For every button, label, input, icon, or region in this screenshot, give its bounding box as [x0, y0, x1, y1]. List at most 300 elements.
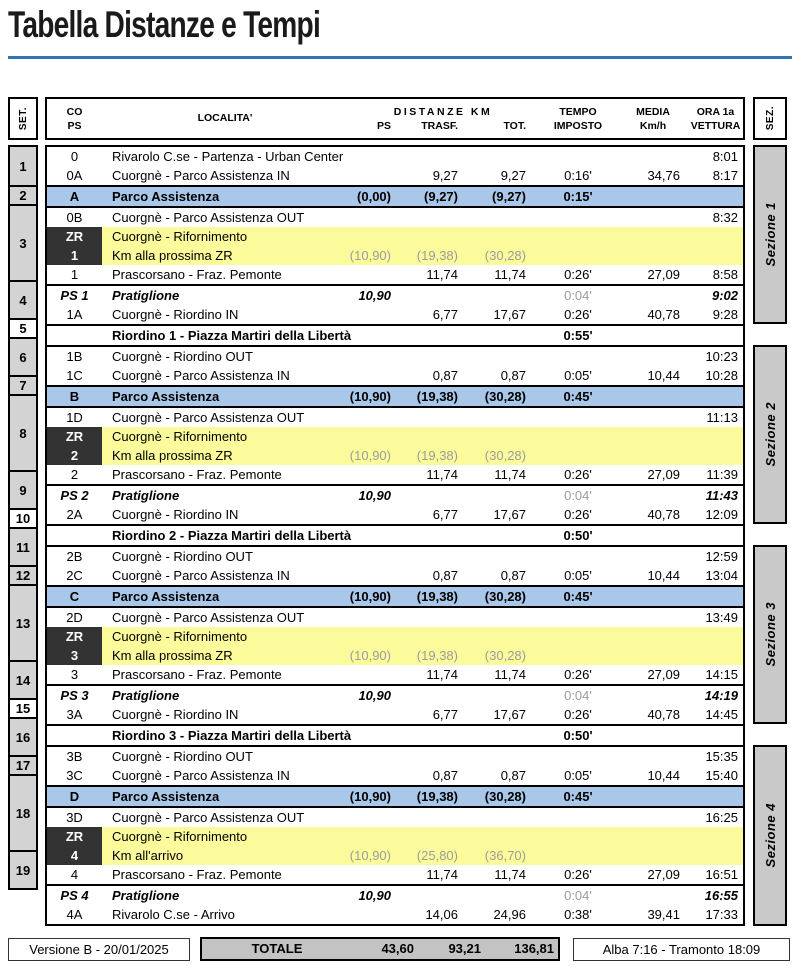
cell-media: [618, 187, 688, 206]
header-media: [618, 99, 688, 138]
cell-trasf: (19,38): [416, 789, 458, 804]
header-distanze-sub: [348, 119, 538, 133]
cell-co: 3B: [66, 749, 83, 764]
header-ora: [688, 99, 743, 138]
cell-ora: [688, 646, 743, 665]
cell-tot: 9,27: [500, 168, 526, 183]
cell-tempo: 0:05': [564, 568, 592, 583]
cell-ps: [348, 747, 403, 766]
cell-tempo: [538, 147, 618, 166]
table-band: [47, 806, 743, 884]
cell-media: [618, 347, 688, 366]
cell-loc: Cuorgnè - Riordino IN: [112, 307, 239, 322]
header-ps-col: PS: [376, 120, 391, 132]
zr-badge: [47, 627, 102, 665]
cell-ps: [348, 808, 403, 827]
cell-co: 2B: [66, 549, 83, 564]
table-row: [47, 166, 743, 185]
cell-co: 0: [70, 149, 79, 164]
table-row: [47, 387, 743, 406]
cell-co: 1B: [66, 349, 83, 364]
set-number: 3: [10, 204, 36, 280]
table-band: [47, 324, 743, 345]
set-number: 8: [10, 394, 36, 470]
cell-ora: [688, 846, 743, 865]
header-co-ps: [47, 99, 102, 138]
header-trasf-col: TRASF.: [421, 120, 458, 132]
zr-label: ZR: [65, 429, 84, 444]
table-band: [47, 524, 743, 545]
header-ora-line2: VETTURA: [690, 120, 741, 132]
zr-number: 3: [70, 648, 79, 663]
cell-loc: Cuorgnè - Rifornimento: [112, 629, 248, 644]
cell-co: 4: [70, 867, 79, 882]
table-row: [47, 347, 743, 366]
cell-ps: [348, 147, 403, 166]
header-distanze-km: DISTANZE KM: [393, 106, 493, 118]
table-row: [47, 627, 743, 646]
cell-loc: Parco Assistenza: [112, 789, 220, 804]
set-number: 1: [10, 147, 36, 185]
cell-tot: 11,74: [494, 467, 526, 482]
cell-co: PS 1: [60, 288, 89, 303]
cell-ora: 15:35: [705, 749, 738, 764]
cell-co: D: [69, 789, 80, 804]
header-set-column: [8, 97, 38, 140]
cell-ora: 10:23: [705, 349, 738, 364]
set-number: 2: [10, 185, 36, 204]
set-number: 12: [10, 565, 36, 584]
cell-ora: [688, 227, 743, 246]
cell-tempo: [538, 646, 618, 665]
cell-loc: Cuorgnè - Riordino OUT: [112, 749, 253, 764]
cell-loc: Cuorgnè - Parco Assistenza IN: [112, 368, 290, 383]
page-title: Tabella Distanze e Tempi: [8, 4, 321, 45]
cell-tempo: [538, 427, 618, 446]
cell-trasf: [403, 547, 468, 566]
cell-tot: (30,28): [484, 248, 526, 263]
cell-ora: [688, 587, 743, 606]
cell-tot: [468, 627, 538, 646]
table-band: [47, 785, 743, 806]
cell-ora: 8:01: [712, 149, 738, 164]
table-row: [47, 286, 743, 305]
cell-ora: 14:19: [704, 688, 738, 703]
cell-media: [618, 726, 688, 745]
cell-ps: (10,90): [349, 448, 391, 463]
cell-media: [618, 627, 688, 646]
cell-media: 40,78: [647, 707, 680, 722]
cell-ps: [348, 547, 403, 566]
table-row: [47, 246, 743, 265]
cell-co: C: [69, 589, 80, 604]
table-row: [47, 705, 743, 724]
cell-co: 3C: [66, 768, 83, 783]
table-band: [47, 745, 743, 785]
table-row: [47, 566, 743, 585]
table-row: [47, 446, 743, 465]
cell-tot: 11,74: [494, 667, 526, 682]
cell-tempo: 0:16': [564, 168, 592, 183]
cell-ps: (10,90): [349, 789, 391, 804]
cell-ora: 11:13: [706, 410, 738, 425]
cell-trasf: 11,74: [426, 467, 458, 482]
cell-loc: Cuorgnè - Rifornimento: [112, 829, 248, 844]
cell-tempo: 0:04': [564, 288, 592, 303]
cell-tempo: 0:04': [564, 488, 592, 503]
cell-media: [618, 787, 688, 806]
cell-loc: Cuorgnè - Riordino OUT: [112, 549, 253, 564]
header-localita: LOCALITA': [197, 112, 253, 124]
cell-co: 1C: [66, 368, 83, 383]
table-row: [47, 646, 743, 665]
zr-badge: [47, 827, 102, 865]
sunrise-sunset-box: Alba 7:16 - Tramonto 18:09: [573, 938, 790, 961]
cell-loc: Cuorgnè - Riordino IN: [112, 507, 239, 522]
cell-trasf: [403, 747, 468, 766]
cell-co: 2: [70, 467, 79, 482]
cell-trasf: [403, 208, 468, 227]
table-row: [47, 408, 743, 427]
cell-trasf: 0,87: [432, 568, 458, 583]
header-ps-label: PS: [67, 120, 82, 132]
cell-trasf: [403, 286, 468, 305]
cell-co: [47, 726, 102, 745]
cell-trasf: (19,38): [416, 389, 458, 404]
cell-ora: 14:15: [705, 667, 738, 682]
cell-ps: [348, 408, 403, 427]
cell-trasf: [403, 827, 468, 846]
cell-tempo: 0:45': [563, 589, 593, 604]
cell-localita: Riordino 2 - Piazza Martiri della Libertà: [112, 528, 352, 543]
header-tot-col: TOT.: [503, 120, 526, 132]
cell-loc: Km alla prossima ZR: [112, 248, 233, 263]
zr-number: 4: [70, 848, 79, 863]
table-row: [47, 865, 743, 884]
cell-media: [618, 227, 688, 246]
header-tempo-line1: TEMPO: [559, 106, 597, 118]
table-row: [47, 827, 743, 846]
cell-tot: 17,67: [493, 707, 526, 722]
cell-tot: (30,28): [484, 648, 526, 663]
distance-time-table: [45, 145, 745, 926]
cell-ps: [348, 465, 403, 484]
cell-loc: Parco Assistenza: [112, 389, 220, 404]
cell-ps: (10,90): [349, 648, 391, 663]
set-number: 9: [10, 470, 36, 508]
cell-ora: [688, 726, 743, 745]
cell-trasf: 11,74: [426, 267, 458, 282]
cell-media: 39,41: [647, 907, 680, 922]
cell-loc: Km alla prossima ZR: [112, 448, 233, 463]
zr-badge: [47, 227, 102, 265]
cell-tot: [468, 886, 538, 905]
cell-media: 27,09: [647, 867, 680, 882]
cell-ora: 12:59: [705, 549, 738, 564]
cell-loc: Pratiglione: [112, 288, 180, 303]
table-row: [47, 147, 743, 166]
header-set-label: SET.: [17, 106, 29, 131]
cell-co: 2C: [66, 568, 83, 583]
header-tempo: [538, 99, 618, 138]
cell-loc: Cuorgnè - Riordino OUT: [112, 349, 253, 364]
cell-ps: [348, 265, 403, 284]
cell-tot: [468, 347, 538, 366]
section-label: Sezione 1: [762, 202, 778, 267]
cell-trasf: [403, 627, 468, 646]
cell-trasf: 0,87: [432, 768, 458, 783]
cell-ora: [688, 827, 743, 846]
cell-trasf: [403, 347, 468, 366]
cell-co: [47, 526, 102, 545]
cell-ora: 13:04: [705, 568, 738, 583]
cell-tot: [468, 286, 538, 305]
cell-trasf: [403, 886, 468, 905]
cell-ps: [348, 427, 403, 446]
cell-tot: [468, 408, 538, 427]
header-sez-label: SEZ.: [764, 106, 776, 131]
set-number: 19: [10, 850, 36, 888]
section-box: [753, 745, 787, 926]
cell-tot: [468, 808, 538, 827]
cell-loc: Km alla prossima ZR: [112, 648, 233, 663]
cell-co: [47, 326, 102, 345]
cell-tot: (30,28): [484, 589, 526, 604]
section-label: Sezione 3: [762, 602, 778, 667]
cell-tot: [468, 486, 538, 505]
table-band: [47, 484, 743, 524]
cell-co: PS 2: [60, 488, 89, 503]
table-row: [47, 608, 743, 627]
set-number: 16: [10, 717, 36, 755]
cell-tempo: 0:05': [564, 768, 592, 783]
table-row: [47, 427, 743, 446]
cell-trasf: [403, 147, 468, 166]
cell-media: 34,76: [647, 168, 680, 183]
table-row: [47, 526, 743, 545]
cell-tot: (30,28): [484, 389, 526, 404]
cell-trasf: (19,38): [416, 589, 458, 604]
cell-tempo: [538, 408, 618, 427]
cell-co: 3D: [66, 810, 83, 825]
cell-ps: [348, 566, 403, 585]
set-number: 13: [10, 584, 36, 660]
cell-media: [618, 646, 688, 665]
cell-co: 0A: [66, 168, 83, 183]
cell-tempo: [538, 627, 618, 646]
cell-trasf: 6,77: [432, 307, 458, 322]
cell-media: [618, 526, 688, 545]
header-ora-line1: ORA 1a: [696, 106, 735, 118]
cell-media: [618, 808, 688, 827]
table-band: [47, 206, 743, 284]
cell-tot: 17,67: [493, 307, 526, 322]
cell-ps: (10,90): [349, 589, 391, 604]
set-number: 18: [10, 774, 36, 850]
cell-ora: 8:32: [712, 210, 738, 225]
cell-trasf: 14,06: [425, 907, 458, 922]
cell-loc: Cuorgnè - Parco Assistenza OUT: [112, 810, 305, 825]
cell-loc: Cuorgnè - Parco Assistenza OUT: [112, 610, 305, 625]
cell-tot: [468, 208, 538, 227]
cell-tempo: 0:26': [564, 467, 592, 482]
cell-media: [618, 147, 688, 166]
cell-ora: [688, 187, 743, 206]
cell-media: 40,78: [647, 507, 680, 522]
cell-co: B: [69, 389, 80, 404]
cell-trasf: (19,38): [416, 648, 458, 663]
cell-tempo: [538, 227, 618, 246]
cell-ora: 8:58: [712, 267, 738, 282]
cell-localita: Riordino 3 - Piazza Martiri della Libertà: [112, 728, 352, 743]
header-tempo-line2: IMPOSTO: [553, 120, 603, 132]
cell-ps: [348, 208, 403, 227]
cell-loc: Pratiglione: [112, 688, 180, 703]
cell-media: 10,44: [647, 768, 680, 783]
set-number: 17: [10, 755, 36, 774]
zr-badge: [47, 427, 102, 465]
cell-tot: (36,70): [484, 848, 526, 863]
cell-loc: Rivarolo C.se - Partenza - Urban Center: [112, 149, 344, 164]
cell-tempo: [538, 608, 618, 627]
cell-ora: 13:49: [705, 610, 738, 625]
cell-media: [618, 427, 688, 446]
cell-tempo: 0:04': [564, 688, 592, 703]
cell-ora: [688, 326, 743, 345]
cell-ora: 11:39: [706, 467, 738, 482]
cell-media: [618, 246, 688, 265]
cell-tempo: [538, 246, 618, 265]
cell-media: [618, 608, 688, 627]
set-number-column: [8, 145, 38, 890]
cell-ora: [688, 526, 743, 545]
set-number: 5: [10, 318, 36, 337]
cell-loc: Prascorsano - Fraz. Pemonte: [112, 467, 282, 482]
cell-tempo: 0:26': [564, 867, 592, 882]
cell-media: [618, 326, 688, 345]
table-row: [47, 465, 743, 484]
set-number: 7: [10, 375, 36, 394]
table-band: [47, 724, 743, 745]
cell-trasf: (19,38): [416, 448, 458, 463]
cell-ora: 12:09: [705, 507, 738, 522]
table-band: [47, 406, 743, 484]
cell-tempo: 0:45': [563, 789, 593, 804]
cell-tot: 11,74: [494, 267, 526, 282]
header-distanze-group: [348, 99, 538, 138]
table-row: [47, 366, 743, 385]
cell-tot: [468, 227, 538, 246]
totale-ps-value: 43,60: [381, 941, 414, 956]
cell-ora: [688, 787, 743, 806]
cell-media: [618, 846, 688, 865]
cell-media: 27,09: [647, 467, 680, 482]
cell-tempo: [538, 208, 618, 227]
cell-trasf: [403, 608, 468, 627]
cell-ps: (0,00): [357, 189, 391, 204]
cell-media: 10,44: [647, 568, 680, 583]
cell-loc: Cuorgnè - Parco Assistenza IN: [112, 568, 290, 583]
table-band: [47, 545, 743, 585]
set-number: 6: [10, 337, 36, 375]
cell-tempo: [538, 808, 618, 827]
zr-number: 1: [70, 248, 79, 263]
cell-ps: (10,90): [349, 848, 391, 863]
table-row: [47, 846, 743, 865]
cell-tot: 0,87: [500, 568, 526, 583]
cell-tempo: 0:26': [564, 267, 592, 282]
totale-trasf-value: 93,21: [448, 941, 481, 956]
cell-tempo: 0:26': [564, 707, 592, 722]
table-row: [47, 187, 743, 206]
cell-ps: [348, 627, 403, 646]
cell-media: 10,44: [647, 368, 680, 383]
table-row: [47, 886, 743, 905]
cell-loc: Cuorgnè - Riordino IN: [112, 707, 239, 722]
cell-media: [618, 446, 688, 465]
cell-tot: [468, 427, 538, 446]
table-band: [47, 147, 743, 185]
cell-tempo: 0:45': [563, 389, 593, 404]
cell-loc: Prascorsano - Fraz. Pemonte: [112, 267, 282, 282]
table-band: [47, 884, 743, 924]
section-box: [753, 545, 787, 724]
cell-tempo: 0:38': [564, 907, 592, 922]
cell-co: PS 4: [60, 888, 89, 903]
table-band: [47, 585, 743, 606]
cell-localita: Riordino 1 - Piazza Martiri della Libertà: [112, 328, 352, 343]
section-label: Sezione 4: [762, 803, 778, 868]
cell-co: A: [69, 189, 80, 204]
cell-tot: [468, 747, 538, 766]
cell-tot: 0,87: [500, 368, 526, 383]
cell-ps: [348, 166, 403, 185]
section-label: Sezione 2: [762, 402, 778, 467]
cell-tempo: [538, 846, 618, 865]
cell-tempo: 0:55': [563, 328, 593, 343]
cell-ora: 9:28: [712, 307, 738, 322]
set-number: 4: [10, 280, 36, 318]
cell-trasf: [403, 227, 468, 246]
cell-co: 0B: [66, 210, 83, 225]
cell-tempo: [538, 347, 618, 366]
set-number: 11: [10, 527, 36, 565]
cell-trasf: [403, 486, 468, 505]
cell-tot: 24,96: [493, 907, 526, 922]
cell-ora: [688, 246, 743, 265]
cell-loc: Cuorgnè - Parco Assistenza OUT: [112, 410, 305, 425]
cell-tot: 11,74: [494, 867, 526, 882]
table-row: [47, 587, 743, 606]
cell-loc: Cuorgnè - Parco Assistenza OUT: [112, 210, 305, 225]
cell-loc: Cuorgnè - Rifornimento: [112, 429, 248, 444]
cell-ps: [348, 305, 403, 324]
cell-tot: [468, 547, 538, 566]
cell-trasf: (19,38): [416, 248, 458, 263]
table-row: [47, 665, 743, 684]
cell-loc: Rivarolo C.se - Arrivo: [112, 907, 235, 922]
cell-media: [618, 387, 688, 406]
cell-ps: 10,90: [358, 488, 391, 503]
table-band: [47, 345, 743, 385]
cell-ps: (10,90): [349, 248, 391, 263]
cell-tot: (30,28): [484, 789, 526, 804]
cell-tempo: 0:15': [563, 189, 593, 204]
cell-media: [618, 827, 688, 846]
cell-ps: 10,90: [358, 288, 391, 303]
cell-loc: Pratiglione: [112, 488, 180, 503]
cell-co: 3A: [66, 707, 83, 722]
